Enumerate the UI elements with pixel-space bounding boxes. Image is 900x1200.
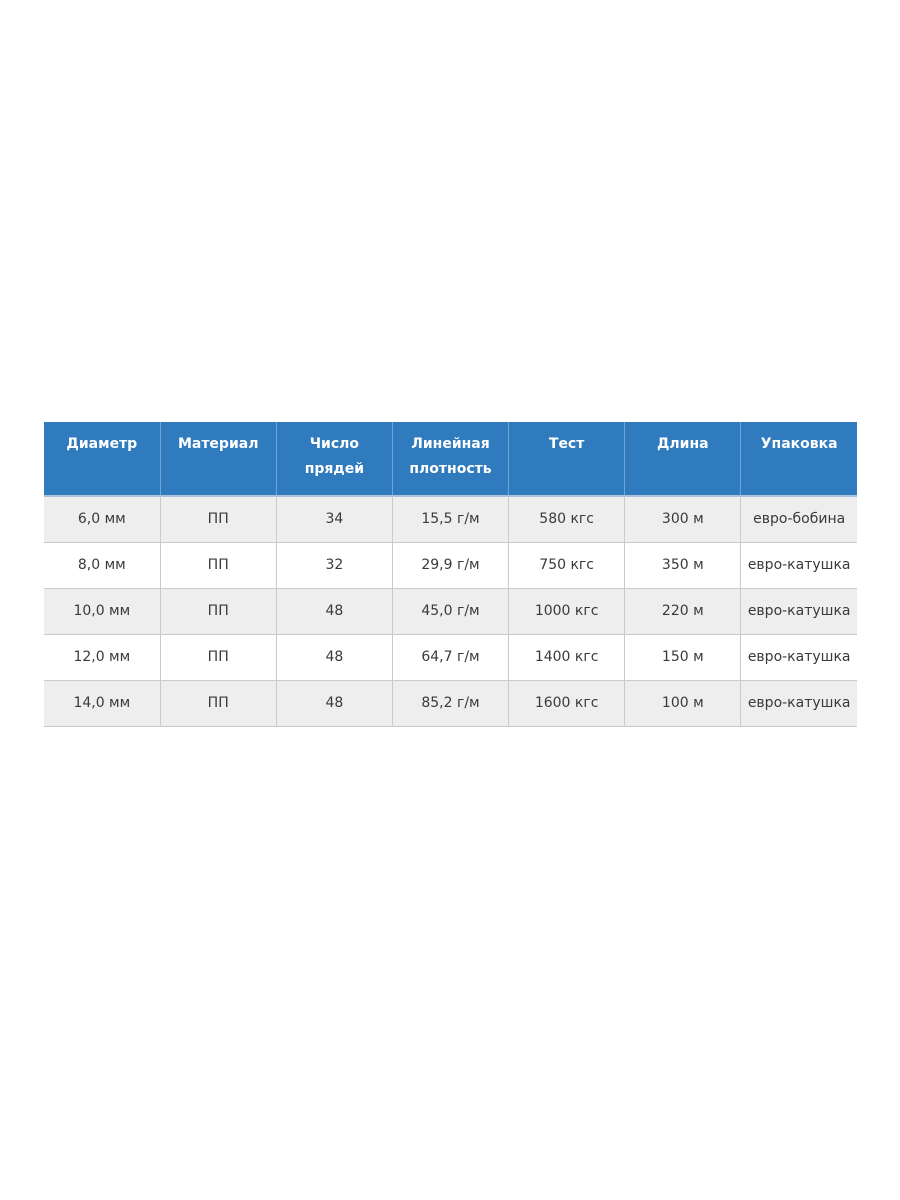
cell-packaging: евро-катушка bbox=[741, 542, 857, 588]
cell-strands: 32 bbox=[276, 542, 392, 588]
cell-material: ПП bbox=[160, 496, 276, 542]
header-test: Тест bbox=[509, 422, 625, 496]
cell-diameter: 8,0 мм bbox=[44, 542, 160, 588]
table-row bbox=[44, 680, 857, 726]
table-row bbox=[44, 496, 857, 542]
table-row bbox=[44, 588, 857, 634]
header-packaging: Упаковка bbox=[741, 422, 857, 496]
header-diameter: Диаметр bbox=[44, 422, 160, 496]
table-body bbox=[44, 496, 857, 726]
cell-test: 580 кгс bbox=[509, 496, 625, 542]
header-linear-density: Линейная плотность bbox=[392, 422, 508, 496]
cell-linear-density: 15,5 г/м bbox=[392, 496, 508, 542]
cell-diameter: 6,0 мм bbox=[44, 496, 160, 542]
cell-strands: 48 bbox=[276, 680, 392, 726]
cell-strands: 34 bbox=[276, 496, 392, 542]
cell-material: ПП bbox=[160, 680, 276, 726]
cell-length: 100 м bbox=[625, 680, 741, 726]
cell-diameter: 12,0 мм bbox=[44, 634, 160, 680]
cell-linear-density: 45,0 г/м bbox=[392, 588, 508, 634]
cell-linear-density: 29,9 г/м bbox=[392, 542, 508, 588]
spec-table bbox=[44, 422, 857, 727]
cell-linear-density: 64,7 г/м bbox=[392, 634, 508, 680]
cell-strands: 48 bbox=[276, 634, 392, 680]
table-header bbox=[44, 422, 857, 496]
cell-length: 300 м bbox=[625, 496, 741, 542]
cell-packaging: евро-катушка bbox=[741, 680, 857, 726]
header-strands: Число прядей bbox=[276, 422, 392, 496]
cell-test: 1400 кгс bbox=[509, 634, 625, 680]
cell-diameter: 14,0 мм bbox=[44, 680, 160, 726]
cell-length: 220 м bbox=[625, 588, 741, 634]
header-material: Материал bbox=[160, 422, 276, 496]
cell-linear-density: 85,2 г/м bbox=[392, 680, 508, 726]
cell-material: ПП bbox=[160, 542, 276, 588]
header-row bbox=[44, 422, 857, 496]
cell-test: 750 кгс bbox=[509, 542, 625, 588]
cell-length: 350 м bbox=[625, 542, 741, 588]
cell-material: ПП bbox=[160, 588, 276, 634]
cell-test: 1000 кгс bbox=[509, 588, 625, 634]
table-row bbox=[44, 542, 857, 588]
cell-packaging: евро-катушка bbox=[741, 634, 857, 680]
header-length: Длина bbox=[625, 422, 741, 496]
cell-length: 150 м bbox=[625, 634, 741, 680]
cell-test: 1600 кгс bbox=[509, 680, 625, 726]
cell-packaging: евро-бобина bbox=[741, 496, 857, 542]
cell-strands: 48 bbox=[276, 588, 392, 634]
cell-packaging: евро-катушка bbox=[741, 588, 857, 634]
table-row bbox=[44, 634, 857, 680]
cell-diameter: 10,0 мм bbox=[44, 588, 160, 634]
cell-material: ПП bbox=[160, 634, 276, 680]
